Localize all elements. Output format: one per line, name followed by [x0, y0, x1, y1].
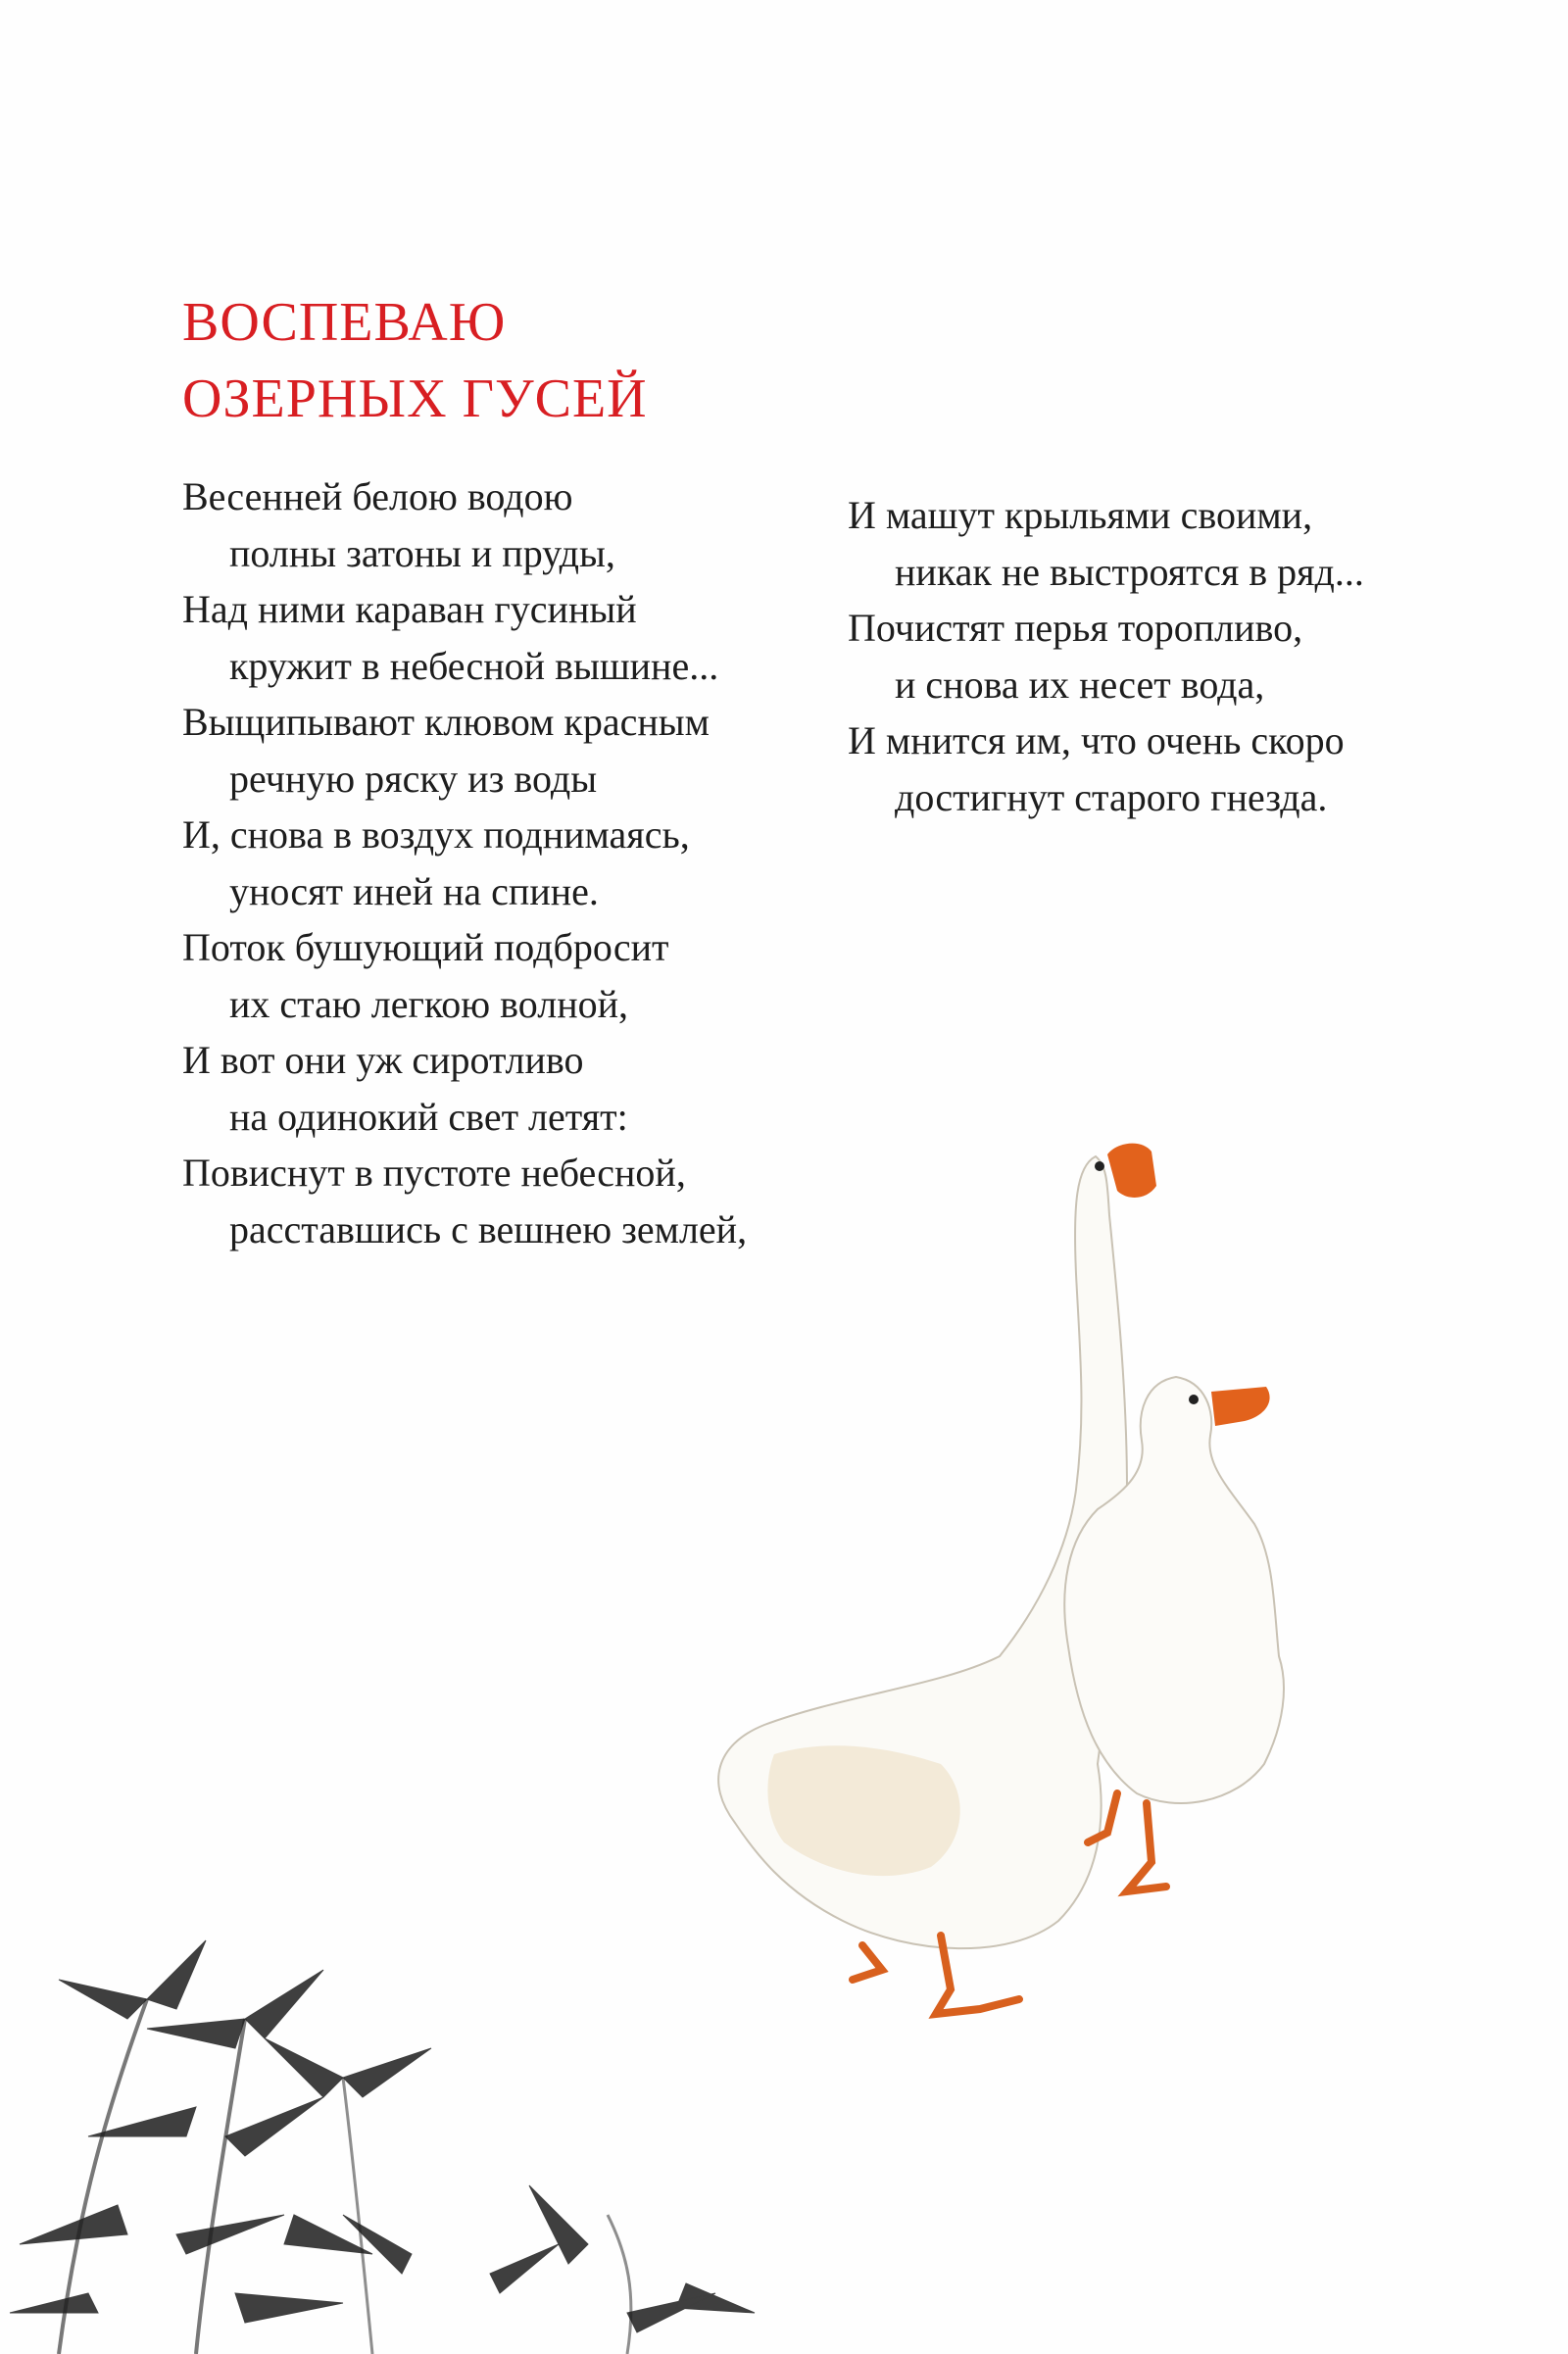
bamboo-painting [10, 1940, 755, 2354]
poem-line: их стаю легкою волной, [229, 981, 629, 1026]
poem-line: кружит в небесной вышине... [229, 643, 719, 688]
poem-line: уносят иней на спине. [229, 868, 599, 913]
poem-line: расставшись с вешнею землей, [229, 1206, 748, 1251]
poem-line: Повиснут в пустоте небесной, [182, 1151, 686, 1195]
goose-eye [1189, 1395, 1199, 1404]
poem-line: Выщипывают клювом красным [182, 700, 710, 744]
poem-title-line: ВОСПЕВАЮ [182, 292, 507, 353]
poem-line: И, снова в воздух поднимаясь, [182, 812, 690, 857]
poem-line: Над ними караван гусиный [182, 587, 637, 631]
poem-line: И вот они уж сиротливо [182, 1038, 584, 1082]
poem-line: и снова их несет вода, [895, 662, 1265, 707]
poem-line: И машут крыльями своими, [848, 493, 1313, 537]
goose-eye [1095, 1161, 1104, 1171]
poem-line: полны затоны и пруды, [229, 530, 615, 575]
poem-title-line: ОЗЕРНЫХ ГУСЕЙ [182, 368, 648, 429]
beak-shape [1211, 1387, 1270, 1426]
beak-shape [1107, 1144, 1156, 1198]
poem-line: на одинокий свет летят: [229, 1094, 628, 1139]
poem-line: достигнут старого гнезда. [895, 774, 1328, 819]
poem-line: Поток бушующий подбросит [182, 925, 669, 969]
poem-line: Весенней белою водою [182, 474, 573, 518]
poem-line: речную ряску из воды [229, 756, 598, 801]
poem-line: Почистят перья торопливо, [848, 606, 1303, 650]
poem-line: И мнится им, что очень скоро [848, 718, 1345, 762]
poem-line: никак не выстроятся в ряд... [895, 549, 1364, 594]
